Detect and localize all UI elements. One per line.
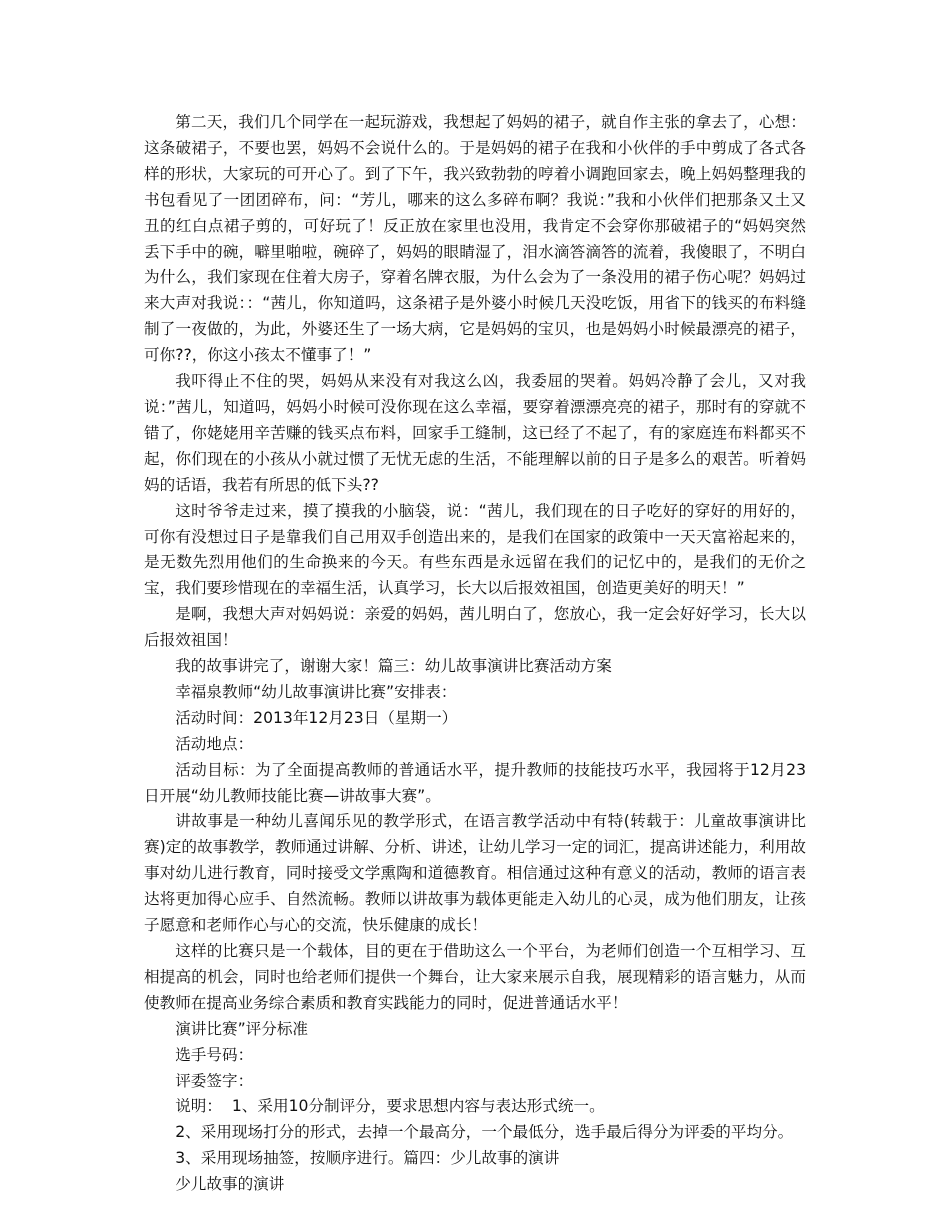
activity-time: 活动时间：2013年12月23日（星期一） — [175, 708, 458, 727]
scoring-standard-title: 演讲比赛”评分标准 — [175, 1019, 309, 1038]
activity-location: 活动地点： — [175, 734, 254, 753]
rule-2: 2、采用现场打分的形式，去掉一个最高分，一个最低分，选手最后得分为评委的平均分。 — [175, 1123, 794, 1142]
rule-1: 说明： 1、采用10分制评分，要求思想内容与表达形式统一。 — [175, 1097, 605, 1116]
paragraph-story-2: 我吓得止不住的哭，妈妈从来没有对我这么凶，我委屈的哭着。妈妈冷静了会儿，又对我说：”茜儿，知道吗，妈妈小时候可没你现在这么幸福，要穿着漂漂亮亮的裙子，那时有的穿就不错了，你姥姥用辛苦赚的钱买点布料，回家手工缝制，这已经了不起了，有的家庭连布料都买不起，你们现在的小孩从小就过惯了无忧无虑的生活，不能理解以前的日子是多么的艰苦。听着妈妈的话语，我若有所思的低下头?? — [144, 372, 806, 494]
paragraph-story-1: 第二天，我们几个同学在一起玩游戏，我想起了妈妈的裙子，就自作主张的拿去了，心想：这条破裙子，不要也罢，妈妈不会说什么的。于是妈妈的裙子在我和小伙伴的手中剪成了各式各样的形状，大家玩的可开心了。到了下午，我兴致勃勃的哼着小调跑回家去，晚上妈妈整理我的书包看见了一团团碎布，问：“芳儿，哪来的这么多碎布啊？我说：”我和小伙伴们把那条又土又丑的红白点裙子剪的，可好玩了！反正放在家里也没用，我肯定不会穿你那破裙子的“妈妈突然丢下手中的碗，噼里啪啦，碗碎了，妈妈的眼睛湿了，泪水滴答滴答的流着，我傻眼了，不明白为什么，我们家现在住着大房子，穿着名牌衣服，为什么会为了一条没用的裙子伤心呢？妈妈过来大声对我说：：“茜儿，你知道吗，这条裙子是外婆小时候几天没吃饭，用省下的钱买的布料缝制了一夜做的，为此，外婆还生了一场大病，它是妈妈的宝贝，也是妈妈小时候最漂亮的裙子，可你??，你这小孩太不懂事了！” — [144, 113, 806, 365]
paragraph-story-3: 这时爷爷走过来，摸了摸我的小脑袋，说：“茜儿，我们现在的日子吃好的穿好的用好的，可你有没想过日子是靠我们自己用双手创造出来的，是我们在国家的政策中一天天富裕起来的，是无数先烈用他们的生命换来的今天。有些东西是永远留在我们的记忆中的，是我们的无价之宝，我们要珍惜现在的幸福生活，认真学习，长大以后报效祖国，创造更美好的明天！” — [144, 501, 806, 598]
rule-3: 3、采用现场抽签，按顺序进行。篇四：少儿故事的演讲 — [175, 1149, 560, 1168]
activity-goal: 活动目标：为了全面提高教师的普通话水平，提升教师的技能技巧水平，我园将于12月23日开展“幼儿教师技能比赛—讲故事大赛”。 — [144, 760, 806, 805]
judge-signature: 评委签字： — [175, 1071, 254, 1090]
paragraph-competition-purpose: 这样的比赛只是一个载体，目的更在于借助这么一个平台，为老师们创造一个互相学习、互相提高的机会，同时也给老师们提供一个舞台，让大家来展示自我，展现精彩的语言魅力，从而使教师在提高业务综合素质和教育实践能力的同时，促进普通话水平！ — [144, 942, 806, 1012]
paragraph-story-end: 我的故事讲完了，谢谢大家！篇三：幼儿故事演讲比赛活动方案 — [175, 657, 612, 676]
section-heading: 少儿故事的演讲 — [175, 1175, 285, 1194]
document-page — [144, 110, 806, 1198]
contestant-number: 选手号码： — [175, 1045, 254, 1064]
paragraph-story-4: 是啊，我想大声对妈妈说：亲爱的妈妈，茜儿明白了，您放心，我一定会好好学习，长大以后报效祖国！ — [144, 605, 806, 650]
schedule-title: 幸福泉教师“幼儿故事演讲比赛”安排表： — [175, 682, 457, 701]
paragraph-storytelling: 讲故事是一种幼儿喜闻乐见的教学形式，在语言教学活动中有特(转载于：儿童故事演讲比赛)定的故事教学，教师通过讲解、分析、讲述，让幼儿学习一定的词汇，提高讲述能力，利用故事对幼儿进行教育，同时接受文学熏陶和道德教育。相信通过这种有意义的活动，教师的语言表达将更加得心应手、自然流畅。教师以讲故事为载体更能走入幼儿的心灵，成为他们朋友，让孩子愿意和老师作心与心的交流，快乐健康的成长！ — [144, 812, 806, 935]
